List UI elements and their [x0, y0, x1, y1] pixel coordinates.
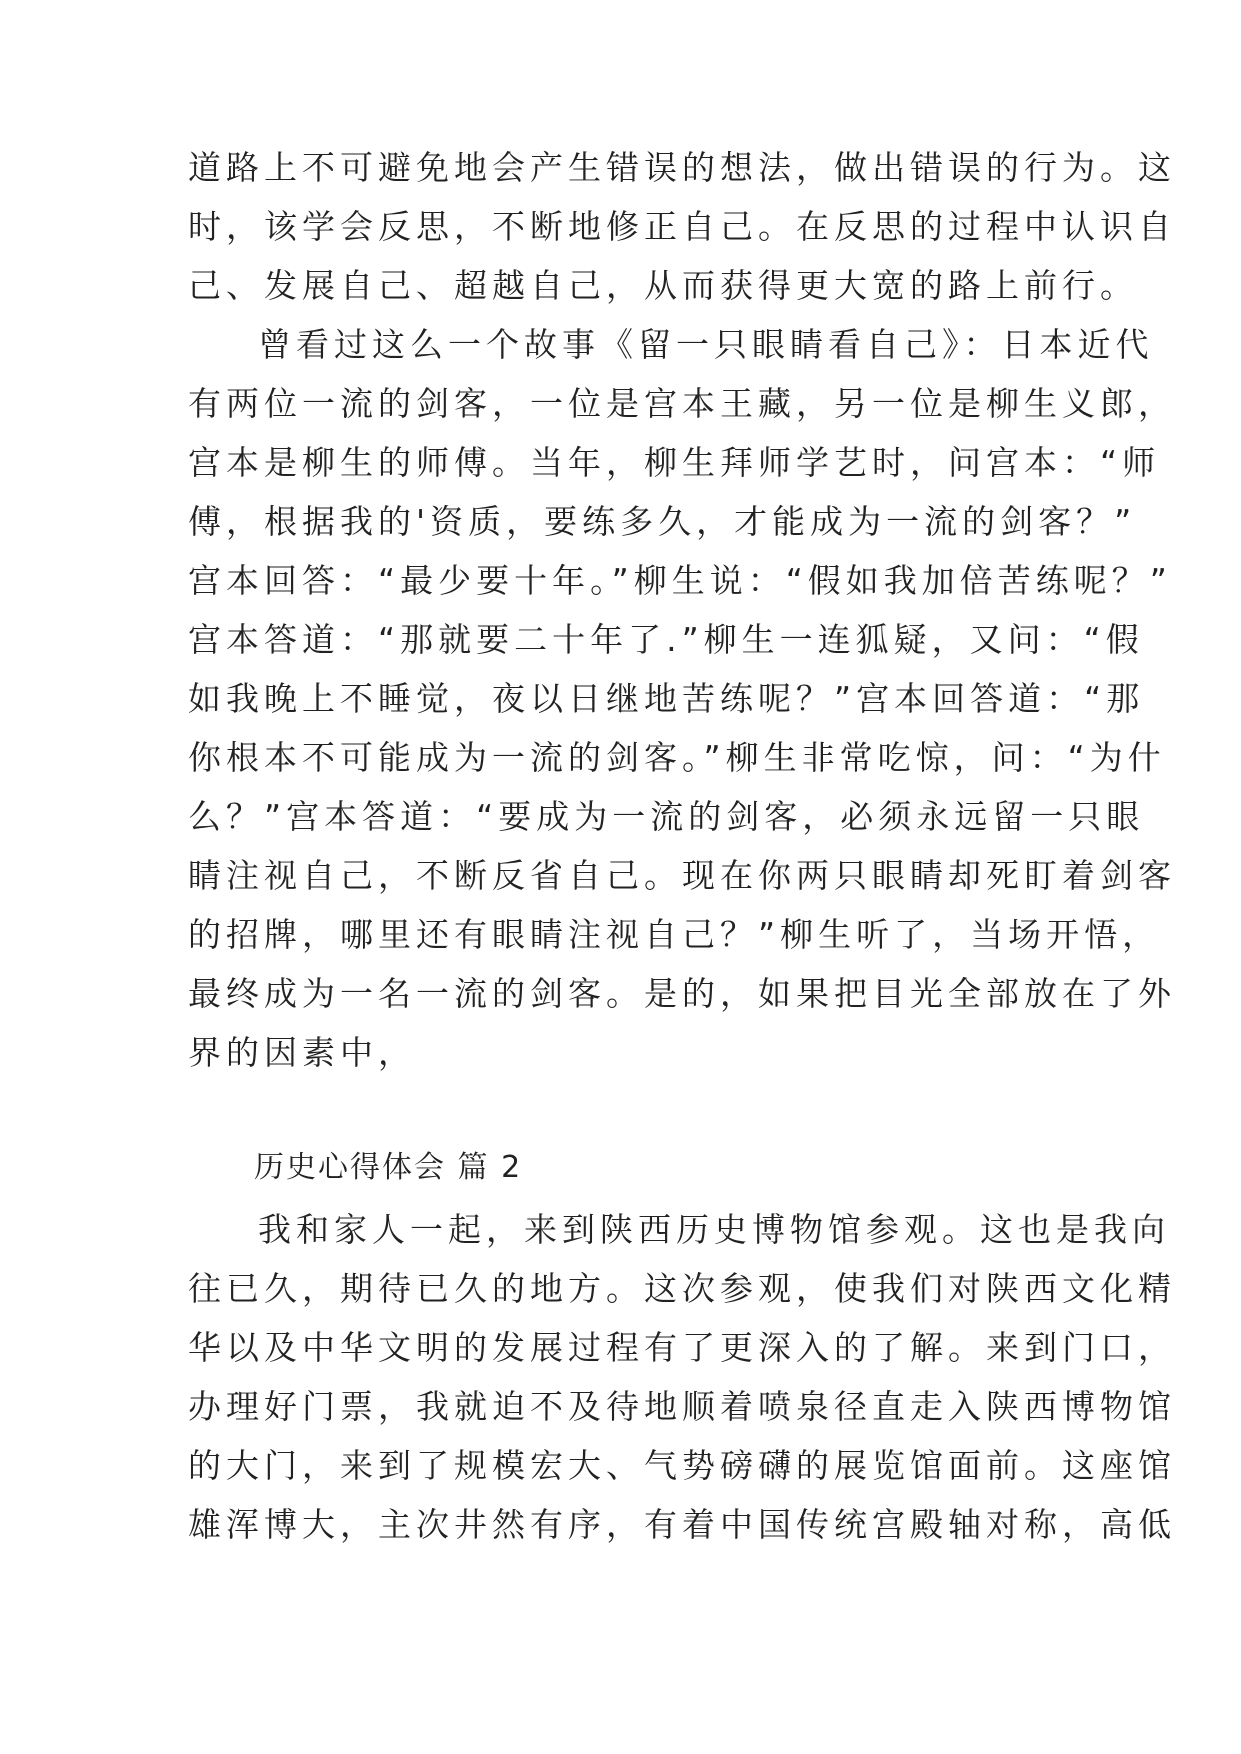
text-line: 往已久，期待已久的地方。这次参观，使我们对陕西文化精: [188, 1269, 1176, 1308]
text-line: 办理好门票，我就迫不及待地顺着喷泉径直走入陕西博物馆: [188, 1387, 1176, 1426]
paragraph-first-line: 我和家人一起，来到陕西历史博物馆参观。这也是我向: [258, 1210, 1170, 1249]
text-line: 时，该学会反思，不断地修正自己。在反思的过程中认识自: [188, 207, 1176, 246]
text-line: 如我晚上不睡觉，夜以日继地苦练呢？”宫本回答道：“那: [188, 679, 1145, 718]
text-line: 道路上不可避免地会产生错误的想法，做出错误的行为。这: [188, 148, 1176, 187]
text-line: 宫本是柳生的师傅。当年，柳生拜师学艺时，问宫本：“师: [188, 443, 1161, 482]
text-line: 华以及中华文明的发展过程有了更深入的了解。来到门口，: [188, 1328, 1176, 1367]
text-line: 你根本不可能成为一流的剑客。”柳生非常吃惊，问：“为什: [188, 738, 1166, 777]
text-line: 最终成为一名一流的剑客。是的，如果把目光全部放在了外: [188, 974, 1176, 1013]
text-line: 己、发展自己、超越自己，从而获得更大宽的路上前行。: [188, 266, 1138, 305]
text-line: 雄浑博大，主次井然有序，有着中国传统宫殿轴对称，高低: [188, 1505, 1176, 1544]
text-line: 宫本回答：“最少要十年。”柳生说：“假如我加倍苦练呢？”: [188, 561, 1172, 600]
text-line: 宫本答道：“那就要二十年了.”柳生一连狐疑，又问：“假: [188, 620, 1144, 659]
text-line: 么？”宫本答道：“要成为一流的剑客，必须永远留一只眼: [188, 797, 1145, 836]
text-line: 傅，根据我的'资质，要练多久，才能成为一流的剑客？”: [188, 502, 1137, 541]
paragraph-first-line: 曾看过这么一个故事《留一只眼睛看自己》：日本近代: [258, 325, 1154, 364]
text-line: 有两位一流的剑客，一位是宫本王藏，另一位是柳生义郎，: [188, 384, 1176, 423]
text-line: 睛注视自己，不断反省自己。现在你两只眼睛却死盯着剑客: [188, 856, 1176, 895]
text-line: 界的因素中，: [188, 1033, 416, 1072]
section-heading: 历史心得体会 篇 2: [254, 1150, 523, 1185]
text-line: 的大门，来到了规模宏大、气势磅礴的展览馆面前。这座馆: [188, 1446, 1176, 1485]
text-line: 的招牌，哪里还有眼睛注视自己？”柳生听了，当场开悟，: [188, 915, 1161, 954]
